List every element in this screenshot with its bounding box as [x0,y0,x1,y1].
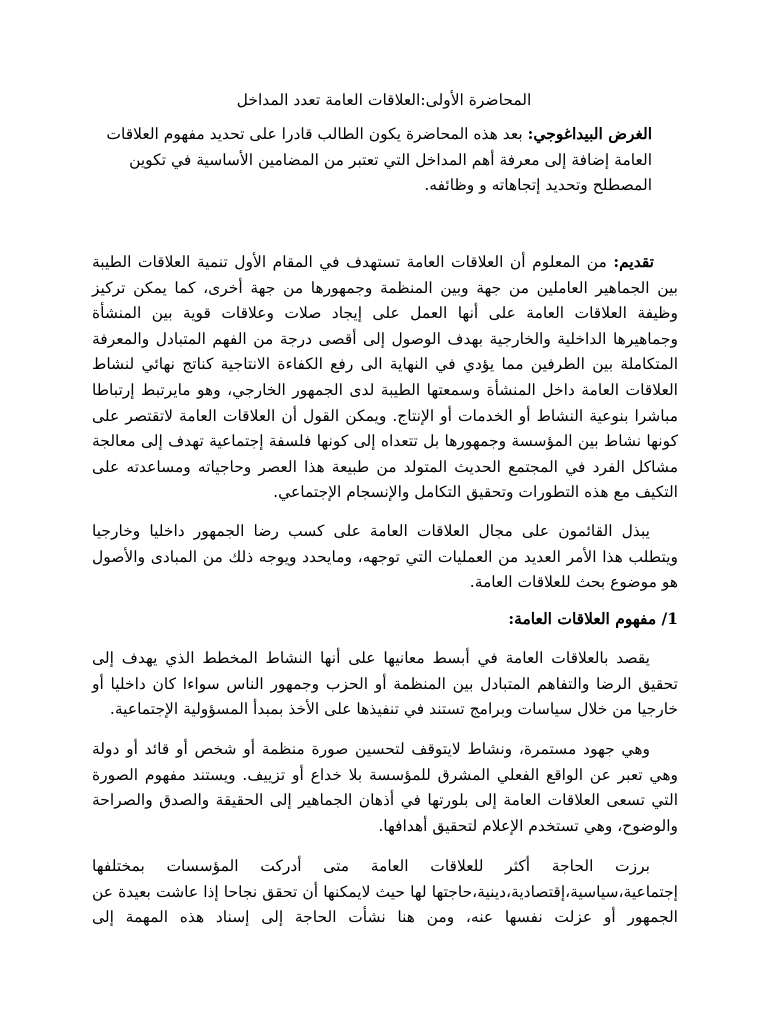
body-paragraph-2: يبذل القائمون على مجال العلاقات العامة على كسب رضا الجمهور داخليا وخارجيا ويتطلب هذا الأمر العديد من العمليات التي توجهه، ومايحدد ويوجه ذلك من المبادى والأصول هو موضوع بحث للعلاقات العامة. [92,522,678,592]
section-heading-text: مفهوم العلاقات العامة: [508,609,662,628]
page-title: المحاضرة الأولى:العلاقات العامة تعدد المداخل [236,91,532,109]
intro-label: تقديم: [613,252,654,271]
intro-text: من المعلوم أن العلاقات العامة تستهدف في المقام الأول تنمية العلاقات الطيبة بين الجماهير العاملين من جهة وبين المنظمة وجمهورها من جهة أخرى، كما يمكن تركيز وظيفة العلاقات العامة على أنها العمل على إيجاد صلات وعلاقات قوية بين المنشأة وجماهيرها الداخلية والخارجية بهدف الوصول إلى أقصى درجة من الفهم المتبادل والمعرفة المتكاملة بين الطرفين مما يؤدي في النهاية الى رفع الكفاءة الانتاجية كناتج نهائي لنشاط العلاقات العامة داخل المنشأة وسمعتها الطيبة لدى الجمهور الخارجي، وهو مايرتبط إرتباطا مباشرا بنوعية النشاط أو الخدمات أو الإنتاج. ويمكن القول أن العلاقات العامة لاتقتصر على كونها نشاط بين المؤسسة وجمهورها بل تتعداه إلى كونها فلسفة إجتماعية تهدف إلى معالجة مشاكل الفرد في المجتمع الحديث المتولد من طبيعة هذا العصر وحاجياته ومساعدته على التكيف مع هذه التطورات وتحقيق التكامل والإنسجام الإجتماعي. [92,253,678,502]
intro-paragraph [92,249,678,506]
objective-paragraph [92,121,652,199]
objective-text: بعد هذه المحاضرة يكون الطالب قادرا على تحديد مفهوم العلاقات العامة إضافة إلى معرفة أهم المداخل التي تعتبر من المضامين الأساسية في تكوين المصطلح وتحديد إتجاهاته و وظائفه. [106,125,652,194]
body-paragraph-3: يقصد بالعلاقات العامة في أبسط معانيها على أنها النشاط المخطط الذي يهدف إلى تحقيق الرضا والتفاهم المتبادل بين المنظمة أو الحزب وجمهور الناس سواءا كان داخليا أو خارجيا من خلال سياسات وبرامج تستند في تنفيذها على الأخذ بمبدأ المسؤولية الإجتماعية. [92,649,678,719]
body-paragraph-4: وهي جهود مستمرة، ونشاط لايتوقف لتحسين صورة منظمة أو شخص أو قائد أو دولة وهي تعبر عن الواقع الفعلي المشرق للمؤسسة بلا خداع أو تزييف. ويستند مفهوم الصورة التي تسعى العلاقات العامة إلى بلورتها في أذهان الجماهير إلى الحقيقة والصدق والصراحة والوضوح، وهي تستخدم الإعلام لتحقيق أهدافها. [92,740,678,835]
section-number: 1/ [661,609,678,628]
body-paragraph-5: برزت الحاجة أكثر للعلاقات العامة متى أدركت المؤسسات بمختلفها إجتماعية،سياسية،إقتصادية،دينية،حاجتها لها حيث لايمكنها أن تحقق نجاحا إذا عاشت بعيدة عن الجمهور أو عزلت نفسها عنه، ومن هنا نشأت الحاجة إلى إسناد هذه المهمة إلى [92,857,678,927]
section-heading-1 [92,607,678,631]
objective-label: الغرض البيداغوجي: [527,124,652,143]
